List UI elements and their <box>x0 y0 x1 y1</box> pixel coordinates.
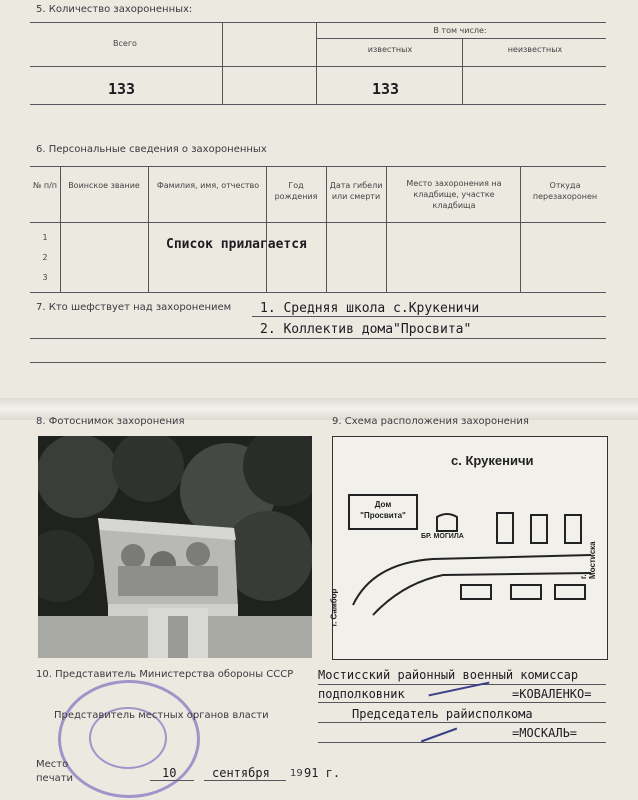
col-unknown-header: неизвестных <box>507 45 563 54</box>
section8-title: 8. Фотоснимок захоронения <box>36 416 185 427</box>
civ-signature <box>421 728 457 743</box>
header-place: Место захоронения на кладбище, участке кладбища <box>406 179 502 210</box>
local-authority-title: Представитель местных органов власти <box>54 710 269 721</box>
mil-name: =КОВАЛЕНКО= <box>512 687 592 701</box>
section5-title: 5. Количество захороненных: <box>36 4 193 15</box>
date-month: сентября <box>212 766 270 780</box>
house-label: Дом "Просвита" <box>360 500 406 520</box>
civ-chairman-line: Председатель райисполкома <box>352 707 533 721</box>
grave-label: БР. МОГИЛА <box>421 533 464 540</box>
header-name: Фамилия, имя, отчество <box>156 181 260 190</box>
section10-title: 10. Представитель Министерства обороны СССР <box>36 669 294 680</box>
mil-rank: подполковник <box>318 687 405 701</box>
col-known-header: известных <box>367 45 413 54</box>
row-number: 2 <box>42 253 48 262</box>
list-note: Список прилагается <box>166 237 307 252</box>
patron-1: 1. Средняя школа с.Крукеничи <box>260 301 480 316</box>
to-mostiska-label: г. Мостиска <box>579 541 597 579</box>
mil-commissar-line: Мостисский районный военный комиссар <box>318 668 579 682</box>
col-total-header: Всего <box>113 39 137 48</box>
row-number: 3 <box>42 273 48 282</box>
header-rank: Воинское звание <box>68 181 140 190</box>
known-value: 133 <box>372 80 400 98</box>
date-day: 10 <box>162 766 177 780</box>
section9-title: 9. Схема расположения захоронения <box>332 416 529 427</box>
col-incl-header: В том числе: <box>433 26 487 35</box>
header-death: Дата гибели или смерти <box>329 181 383 201</box>
seal-place-label: Место печати <box>36 759 74 784</box>
village-label: с. Крукеничи <box>451 453 534 468</box>
patron-2: 2. Коллектив дома"Просвита" <box>260 322 472 337</box>
header-num: № п/п <box>32 181 58 190</box>
date-year-suffix: 91 г. <box>304 766 341 780</box>
civ-name: =МОСКАЛЬ= <box>512 726 578 740</box>
date-year-prefix: 19 <box>290 768 303 779</box>
section6-title: 6. Персональные сведения о захороненных <box>36 144 267 155</box>
section7-title: 7. Кто шефствует над захоронением <box>36 302 232 313</box>
to-sambor-label: г. Самбор <box>329 588 339 627</box>
header-from: Откуда перезахоронен <box>532 181 598 201</box>
total-value: 133 <box>108 80 136 98</box>
grave-photo <box>38 436 312 658</box>
scheme-map <box>329 436 608 660</box>
header-birth: Год рождения <box>274 181 318 201</box>
row-number: 1 <box>42 233 48 242</box>
